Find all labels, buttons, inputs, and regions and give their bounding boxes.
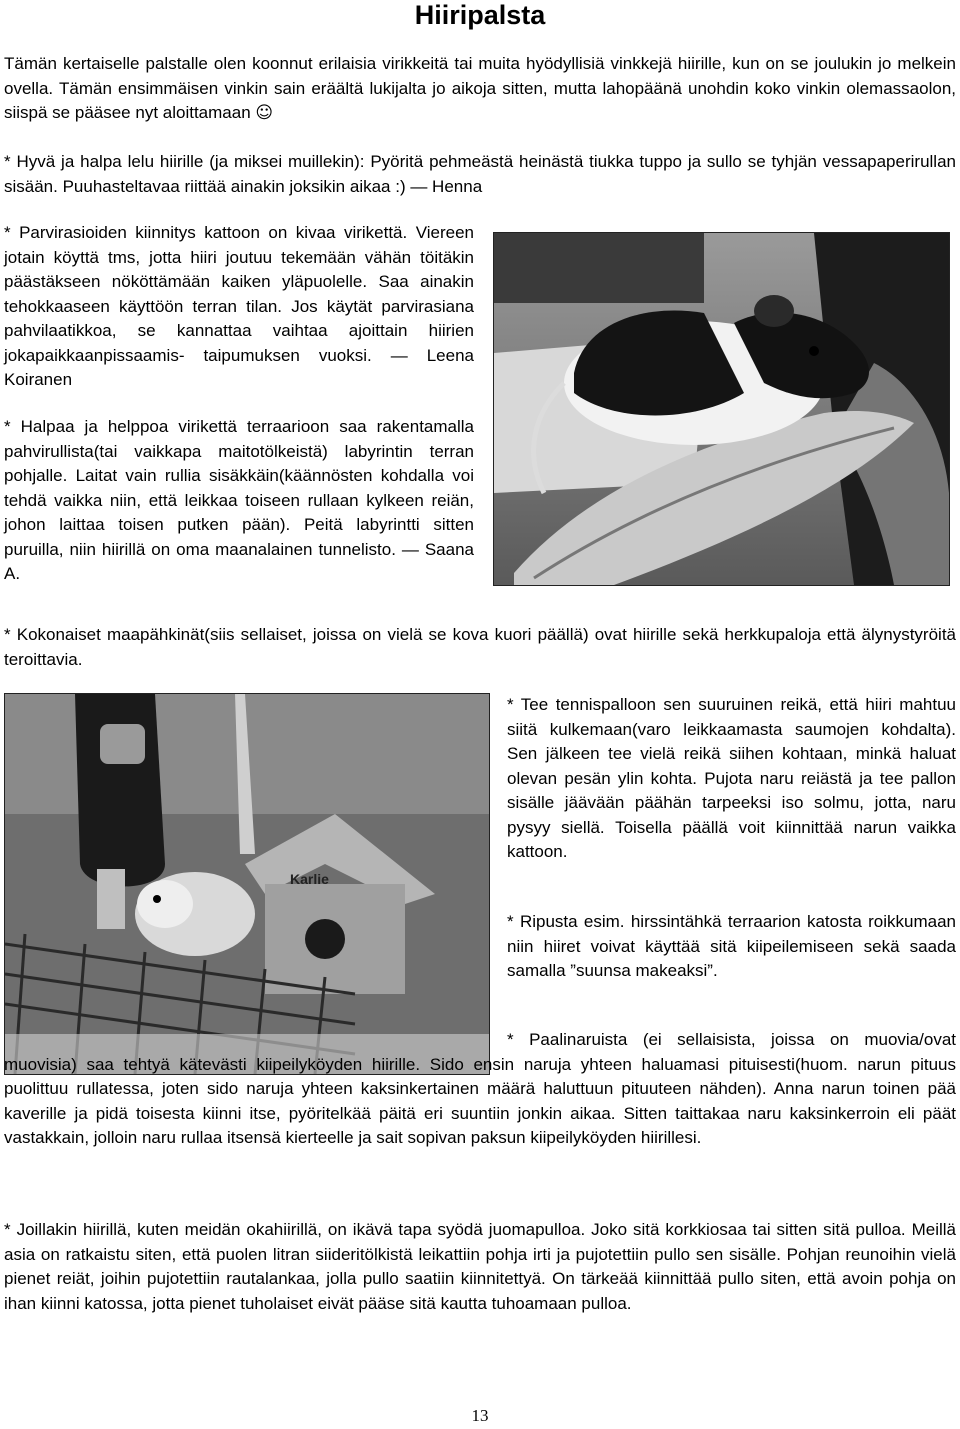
tip-hanging-boxes: * Parvirasioiden kiinnitys kattoon on kivaa virikettä. Viereen jotain köyttä tms, jotta hiiri joutuu tekemään vähän töitäkin päästäkseen nököttämään kaiken yläpuolelle. Saa ainakin tehokkaaseen käyttöön terran tilan. Jos käytät parvirasiana pahvilaatikkoa, se kannattaa vaihtaa ajoittain hiirien jokapaikkaanpissaamis- taipumuksen vuoksi. — Leena Koiranen [4,223,474,389]
intro-paragraph [4,52,956,126]
tip-tennis-ball: * Tee tennispalloon sen suuruinen reikä, että hiiri mahtuu siitä kulkemaan(varo leikkaamasta saumojen kohdalta). Sen jälkeen tee vielä reikä siihen kohtaan, minkä haluat olevan pesän ylin kohta. Pujota naru reiästä ja tee pallon sisälle jäävään päähän tarpeeksi iso solmu, jotta, naru pysyy siellä. Toisella päällä voit kiinnittää narun vaikka kattoon. [507,695,956,861]
tip-bottle-guard: * Joillakin hiirillä, kuten meidän okahiirillä, on ikävä tapa syödä juomapulloa. Joko sitä korkkiosaa tai sitten sitä pulloa. Meillä asia on ratkaistu siten, että puolen litran siideritölkistä leikattiin pohja irti ja pujotettiin pullo sen sisälle. Pohjan reunoihin vielä pienet reiät, joihin pujotettiin rautalankaa, jolla pullo saatiin kiinnitettyä. On tärkeää kiinnittää pullo siten, että avoin pohja on ihan kiinni katossa, jotta pienet tuholaiset eivät pääse sitä kautta tuhoamaan pulloa. [4,1220,956,1313]
hamster-photo-graphic [5,694,489,1074]
page-title: Hiiripalsta [414,0,546,30]
tip-hay-toy: * Hyvä ja halpa lelu hiirille (ja miksei muillekin): Pyöritä pehmeästä heinästä tiukka tuppo ja sullo se tyhjän vessapaperirullan sisään. Puuhasteltavaa riittää ainakin joksikin aikaa :) — Henna [4,152,956,196]
mouse-photo [493,232,950,586]
hamster-photo [4,693,490,1075]
tip-peanuts: * Kokonaiset maapähkinät(siis sellaiset, joissa on vielä se kova kuori päällä) ovat hiirille sekä herkkupaloja että älynystyröitä teroittavia. [4,625,956,669]
tip-climbing-rope: * Paalinaruista (ei sellaisista, joissa on muovia/ovat muovisia) saa tehtyä kätevästi kiipeilyköyden hiirille. Sido ensin naruja yhteen haluamasi pituisesti(huom. narun pituus puolittuu rullatessa, joten sido naruja yhteen kaksinkertainen määrä haluttuun pituuteen nähden). Anna narun toinen pää kaverille ja pidä toisesta kiinni itse, pyöritelkää päitä eri suuntiin jonkin aikaa. Sitten taittakaa naru kaksinkerroin eli päät vastakkain, jolloin naru rullaa itsensä kierteelle ja sait sopivan paksun kiipeilyköyden hiirillesi. [4,1030,956,1147]
house-label: Karlie [290,871,329,887]
tip-millet: * Ripusta esim. hirssintähkä terraarion katosta roikkumaan niin hiiret voivat käyttää sitä kiipeilemiseen sekä saada samalla ”suunsa makeaksi”. [507,912,956,980]
intro-text: Tämän kertaiselle palstalle olen koonnut erilaisia virikkeitä tai muita hyödyllisiä vinkkejä hiirille, kun on se joulukin jo melkein ovella. Tämän ensimmäisen vinkin sain eräältä lukijalta jo aikoja sitten, mutta lahopäänä unohdin koko vinkin olemassaolon, siispä se pääsee nyt aloittamaan [4,54,956,122]
page-number: 13 [471,1406,489,1425]
smiley-icon: ☺ [255,103,274,123]
mouse-photo-graphic [494,233,949,585]
tip-labyrinth: * Halpaa ja helppoa virikettä terraarioon saa rakentamalla pahvirullista(tai vaikkapa maitotölkeistä) labyrintin terran pohjalle. Laitat vain rullia sisäkkäin(käännösten kohdalla voi tehdä vaikka niin, että leikkaa toiseen rullaan kylkeen reiän, johon laittaa toisen putken pään). Peitä labyrintti sitten puruilla, niin hiirillä on oma maanalainen tunnelisto. — Saana A. [4,417,474,583]
